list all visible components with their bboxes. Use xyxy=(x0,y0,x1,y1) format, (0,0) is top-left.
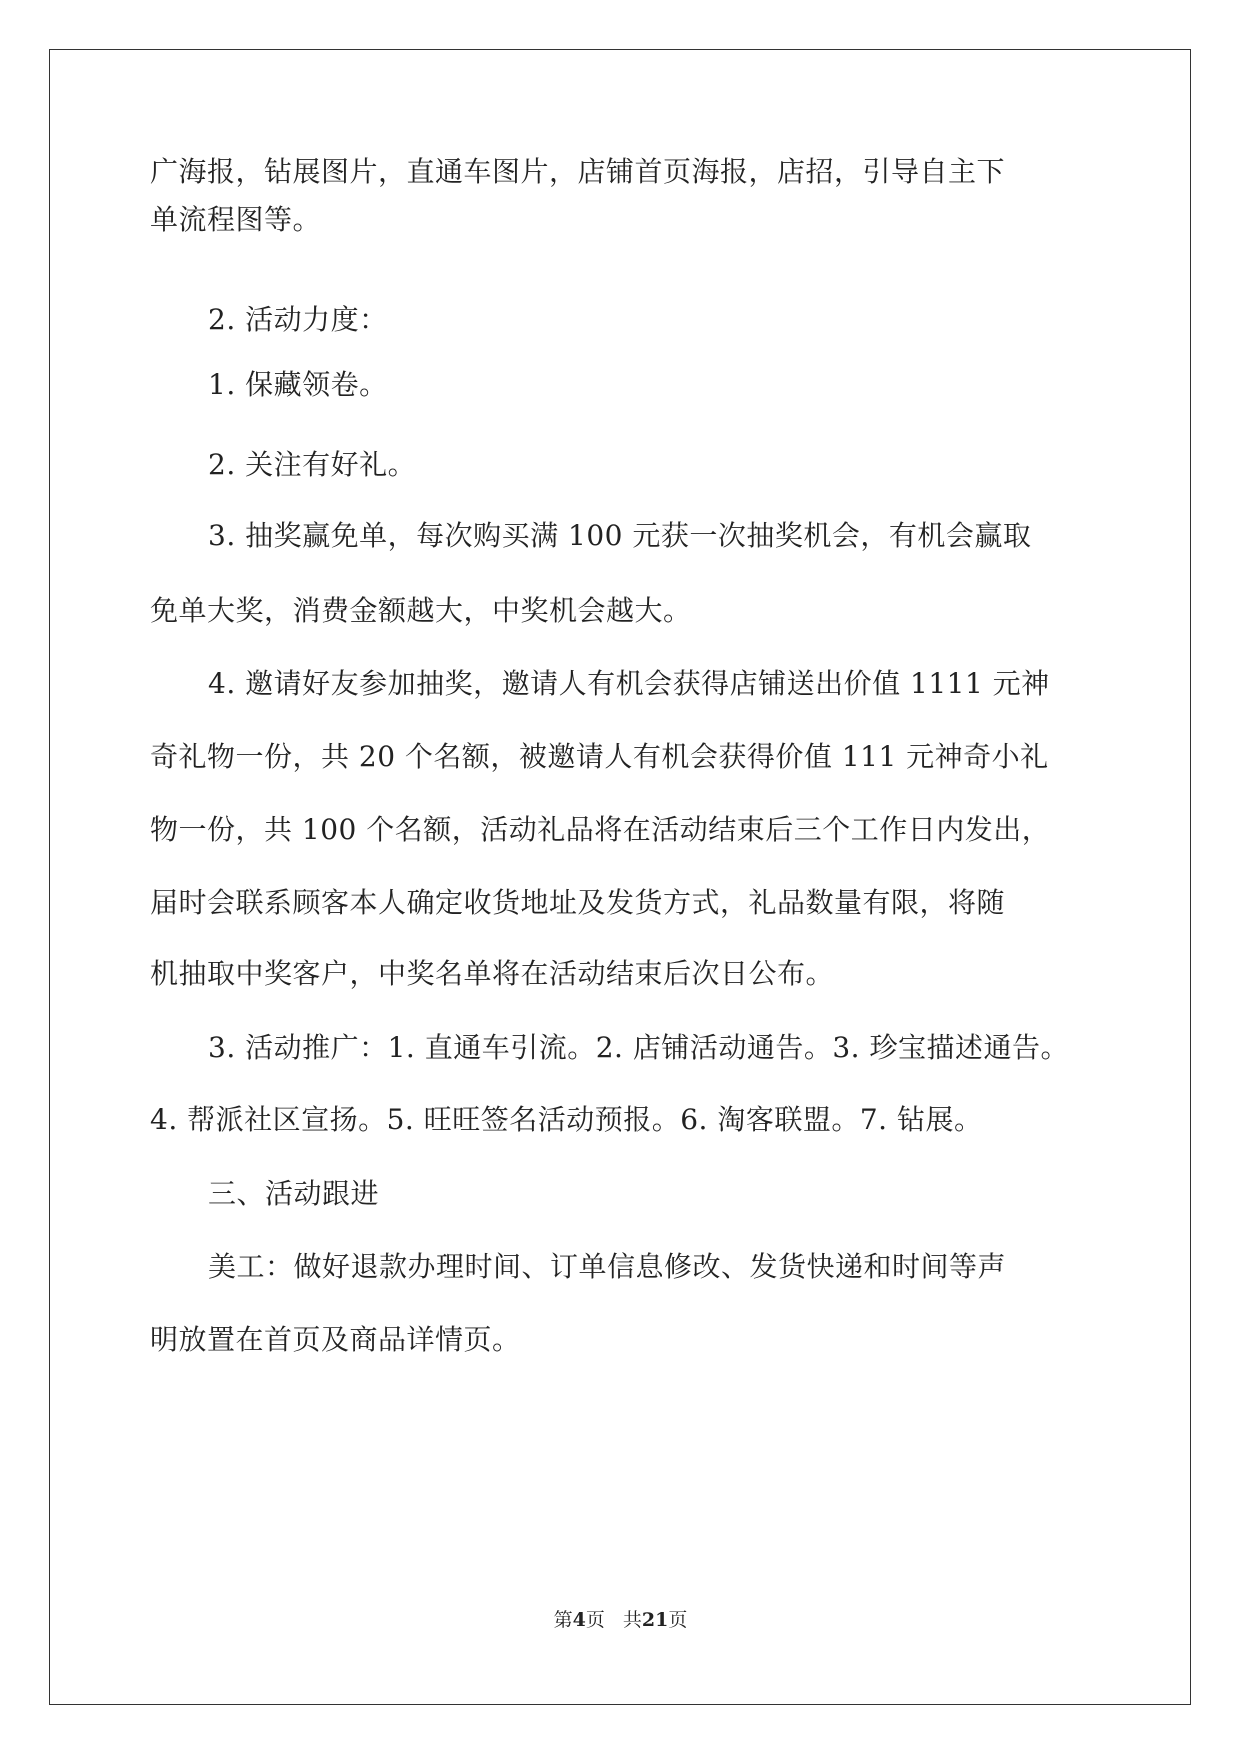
list-item: 1. 保藏领卷。 xyxy=(208,368,388,401)
footer-total-suffix: 页 xyxy=(668,1609,688,1631)
footer-prefix: 第 xyxy=(553,1609,573,1631)
paragraph-line: 广海报，钻展图片，直通车图片，店铺首页海报，店招，引导自主下 xyxy=(150,155,1006,188)
paragraph-line: 届时会联系顾客本人确定收货地址及发货方式，礼品数量有限，将随 xyxy=(150,886,1006,919)
paragraph-line: 4. 帮派社区宣扬。5. 旺旺签名活动预报。6. 淘客联盟。7. 钻展。 xyxy=(150,1103,983,1136)
total-page-number: 21 xyxy=(641,1609,669,1631)
footer-page-suffix: 页 xyxy=(585,1609,605,1631)
paragraph-line: 明放置在首页及商品详情页。 xyxy=(150,1323,521,1356)
list-item: 2. 关注有好礼。 xyxy=(208,448,417,481)
page-border xyxy=(49,49,1191,1705)
paragraph-line: 免单大奖，消费金额越大，中奖机会越大。 xyxy=(150,594,692,627)
section-heading: 2. 活动力度： xyxy=(208,303,388,336)
paragraph-line: 物一份，共 100 个名额，活动礼品将在活动结束后三个工作日内发出， xyxy=(150,813,1051,846)
footer-total-prefix: 共 xyxy=(622,1609,642,1631)
paragraph-line: 奇礼物一份，共 20 个名额，被邀请人有机会获得价值 111 元神奇小礼 xyxy=(150,740,1049,773)
list-item: 4. 邀请好友参加抽奖，邀请人有机会获得店铺送出价值 1111 元神 xyxy=(208,667,1050,700)
current-page-number: 4 xyxy=(572,1609,586,1631)
paragraph-line: 美工：做好退款办理时间、订单信息修改、发货快递和时间等声 xyxy=(208,1250,1007,1283)
paragraph-line: 单流程图等。 xyxy=(150,203,322,236)
list-item: 3. 抽奖赢免单，每次购买满 100 元获一次抽奖机会，有机会赢取 xyxy=(208,519,1032,552)
paragraph-line: 机抽取中奖客户，中奖名单将在活动结束后次日公布。 xyxy=(150,957,835,990)
section-heading: 三、活动跟进 xyxy=(208,1177,380,1210)
section-heading: 3. 活动推广：1. 直通车引流。2. 店铺活动通告。3. 珍宝描述通告。 xyxy=(208,1031,1069,1064)
page-footer xyxy=(0,1607,1241,1633)
